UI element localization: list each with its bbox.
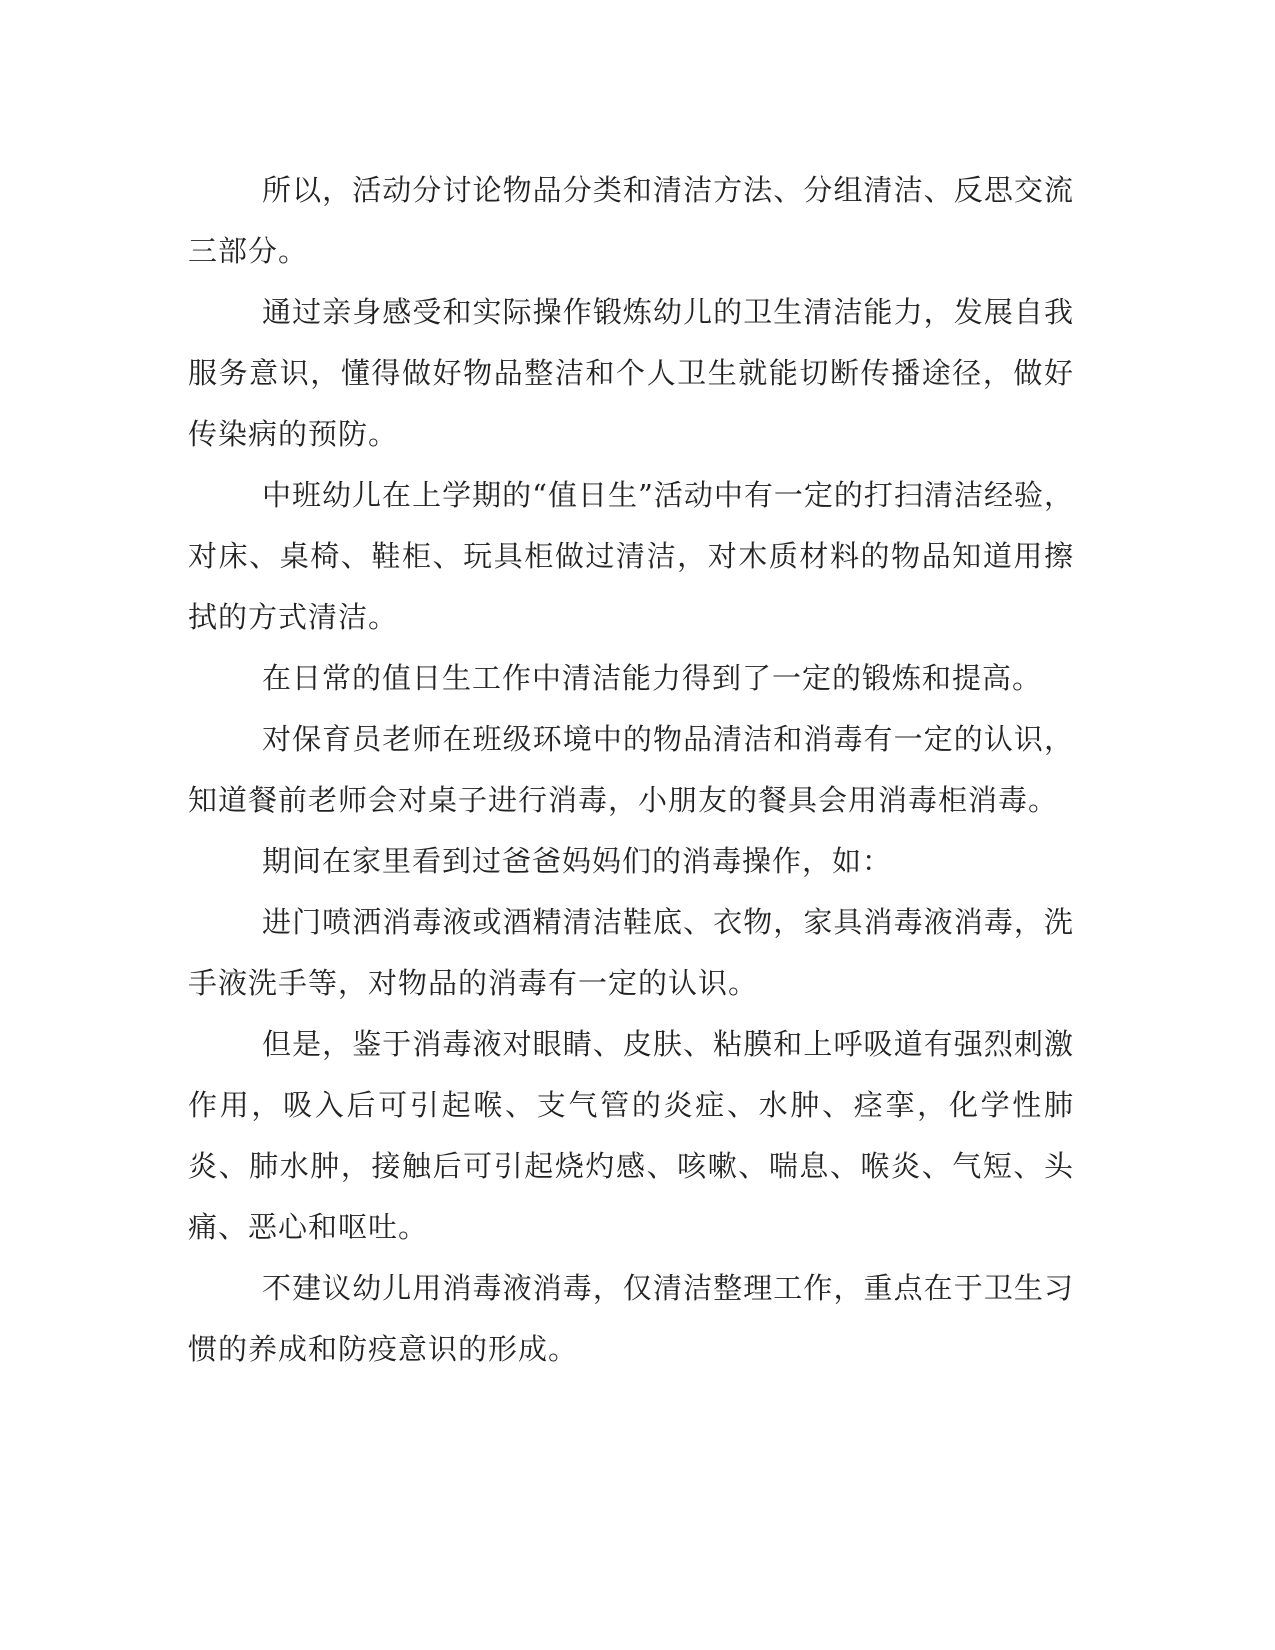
paragraph-6: 期间在家里看到过爸爸妈妈们的消毒操作，如： — [262, 844, 893, 878]
paragraph-9: 不建议幼儿用消毒液消毒，仅清洁整理工作，重点在于卫生习惯的养成和防疫意识的形成。 — [188, 1271, 1074, 1366]
paragraph-2: 通过亲身感受和实际操作锻炼幼儿的卫生清洁能力，发展自我服务意识，懂得做好物品整洁和个人卫生就能切断传播途径，做好传染病的预防。 — [188, 295, 1074, 451]
paragraph-5: 对保育员老师在班级环境中的物品清洁和消毒有一定的认识，知道餐前老师会对桌子进行消毒，小朋友的餐具会用消毒柜消毒。 — [188, 722, 1074, 817]
paragraph-1: 所以，活动分讨论物品分类和清洁方法、分组清洁、反思交流三部分。 — [188, 173, 1074, 268]
document-body — [188, 160, 1074, 1380]
paragraph-3: 中班幼儿在上学期的“值日生”活动中有一定的打扫清洁经验，对床、桌椅、鞋柜、玩具柜做过清洁，对木质材料的物品知道用擦拭的方式清洁。 — [188, 478, 1074, 634]
paragraph-7: 进门喷洒消毒液或酒精清洁鞋底、衣物，家具消毒液消毒，洗手液洗手等，对物品的消毒有一定的认识。 — [188, 905, 1074, 1000]
paragraph-4: 在日常的值日生工作中清洁能力得到了一定的锻炼和提高。 — [262, 661, 1043, 695]
paragraph-8: 但是，鉴于消毒液对眼睛、皮肤、粘膜和上呼吸道有强烈刺激作用，吸入后可引起喉、支气管的炎症、水肿、痉挛，化学性肺炎、肺水肿，接触后可引起烧灼感、咳嗽、喘息、喉炎、气短、头痛、恶心和呕吐。 — [188, 1027, 1074, 1244]
